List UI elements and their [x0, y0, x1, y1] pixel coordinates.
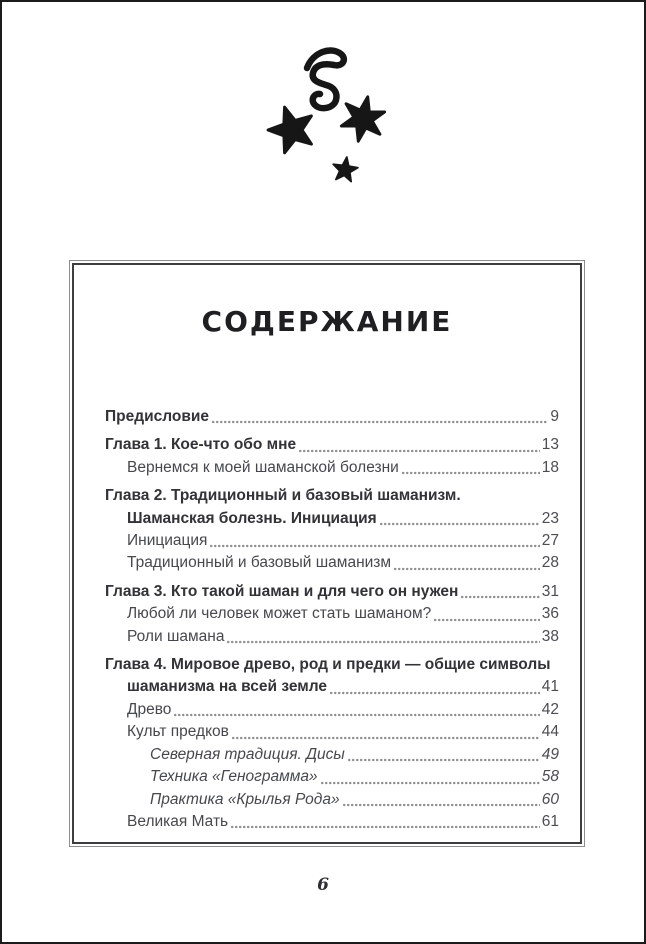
- toc-entry: [105, 603, 559, 625]
- toc-frame-inner: [72, 263, 582, 844]
- dotted-leader: [232, 735, 540, 741]
- ornament-cluster: [257, 42, 407, 192]
- toc-entry: [105, 699, 559, 721]
- toc-entry-label: Традиционный и базовый шаманизм: [127, 554, 392, 572]
- toc-entry-label: Вернемся к моей шаманской болезни: [127, 458, 399, 476]
- toc-entry: [105, 721, 559, 743]
- dotted-leader: [348, 757, 540, 763]
- toc-entry-label: Роли шамана: [127, 627, 225, 645]
- toc-entry-label: шаманизма на всей земле: [127, 678, 327, 696]
- page-title: СОДЕРЖАНИЕ: [201, 305, 453, 338]
- toc-entry-page: 36: [541, 605, 559, 623]
- toc-entry-label: Инициация: [127, 532, 208, 550]
- toc-entry: [105, 406, 559, 428]
- dotted-leader: [231, 824, 540, 830]
- toc-frame: [69, 260, 585, 847]
- toc-entry-page: 28: [541, 554, 559, 572]
- dotted-leader: [212, 419, 548, 425]
- toc-entry: [105, 508, 559, 530]
- toc-entry-label: Предисловие: [105, 408, 210, 425]
- dotted-leader: [299, 448, 540, 454]
- five-point-star-icon: [263, 100, 320, 155]
- dotted-leader: [343, 802, 540, 808]
- toc-entry-page: 9: [550, 408, 559, 425]
- dotted-leader: [321, 780, 540, 786]
- toc-entry-label: Древо: [127, 700, 172, 718]
- toc-entry-page: 61: [541, 812, 559, 830]
- toc-entry-page: 31: [541, 582, 559, 600]
- toc-entry: [105, 552, 559, 574]
- toc-list: [74, 406, 580, 833]
- toc-entry-label: Любой ли человек может стать шаманом?: [127, 605, 432, 623]
- toc-entry: [105, 626, 559, 648]
- toc-entry-page: 27: [541, 532, 559, 550]
- dotted-leader: [227, 639, 539, 645]
- dotted-leader: [402, 470, 540, 476]
- toc-entry: [105, 654, 559, 676]
- toc-entry: [105, 581, 559, 603]
- toc-entry-page: 41: [541, 678, 559, 696]
- dotted-leader: [330, 690, 540, 696]
- dotted-leader: [434, 617, 539, 623]
- toc-entry: [105, 676, 559, 698]
- toc-entry-page: 38: [541, 627, 559, 645]
- toc-entry-label: Шаманская болезнь. Инициация: [127, 509, 377, 527]
- toc-entry-page: 60: [541, 790, 559, 808]
- toc-entry-label: Глава 3. Кто такой шаман и для чего он нужен: [105, 582, 459, 600]
- toc-entry: [105, 530, 559, 552]
- toc-entry-label: Техника «Генограмма»: [150, 768, 318, 786]
- toc-entry: [105, 434, 559, 456]
- toc-entry-label: Глава 4. Мировое древо, род и предки — общие символы: [105, 656, 551, 674]
- toc-entry-page: 58: [541, 768, 559, 786]
- toc-entry-label: Северная традиция. Дисы: [150, 745, 345, 763]
- toc-entry-page: 42: [541, 700, 559, 718]
- toc-entry: [105, 811, 559, 833]
- dotted-leader: [380, 521, 540, 527]
- dotted-leader: [394, 566, 540, 572]
- toc-entry-page: 49: [541, 745, 559, 763]
- toc-entry: [105, 766, 559, 788]
- toc-entry-label: Практика «Крылья Рода»: [150, 790, 340, 808]
- toc-entry: [105, 457, 559, 479]
- toc-entry-page: 44: [541, 723, 559, 741]
- toc-entry-label: Культ предков: [127, 723, 229, 741]
- page-number: 6: [317, 875, 329, 895]
- toc-entry: [105, 744, 559, 766]
- toc-entry-page: 13: [541, 436, 559, 454]
- dotted-leader: [461, 594, 539, 600]
- toc-entry-label: Глава 2. Традиционный и базовый шаманизм.: [105, 487, 461, 505]
- toc-entry-page: 23: [541, 509, 559, 527]
- swirl-icon: [307, 50, 344, 108]
- toc-entry: [105, 485, 559, 507]
- toc-entry-label: Глава 1. Кое-что обо мне: [105, 436, 297, 454]
- toc-entry: [105, 789, 559, 811]
- toc-entry-page: 18: [541, 458, 559, 476]
- small-star-icon: [331, 155, 359, 182]
- toc-entry-label: Великая Мать: [127, 812, 229, 830]
- six-point-star-icon: [339, 93, 387, 146]
- dotted-leader: [210, 543, 539, 549]
- dotted-leader: [174, 712, 539, 718]
